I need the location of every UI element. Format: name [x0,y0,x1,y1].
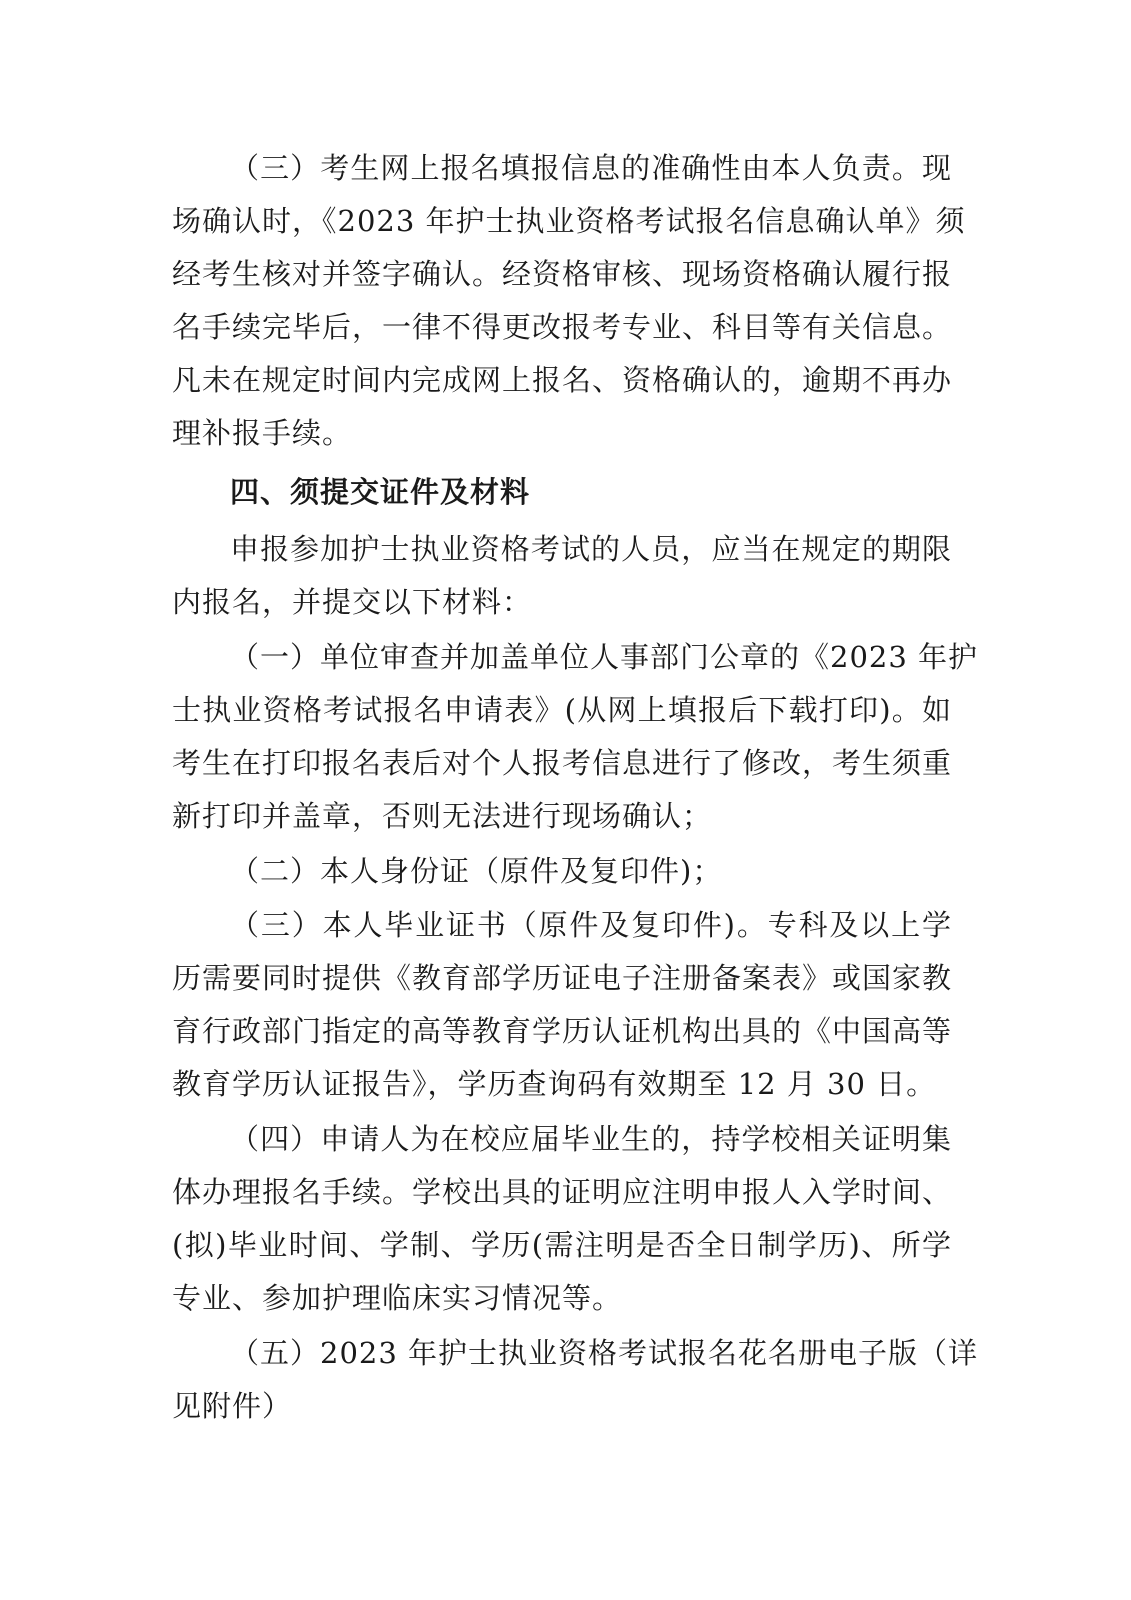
item-3-line-1: （三）本人毕业证书（原件及复印件)。专科及以上学 [230,908,952,942]
paragraph-3-line-1: （三）考生网上报名填报信息的准确性由本人负责。现 [230,151,952,185]
item-1-line-3: 考生在打印报名表后对个人报考信息进行了修改，考生须重 [172,746,953,780]
item-2-line-1: （二）本人身份证（原件及复印件)； [230,854,723,888]
item-3-line-2: 历需要同时提供《教育部学历证电子注册备案表》或国家教 [172,961,953,995]
item-1-line-4: 新打印并盖章，否则无法进行现场确认； [172,799,713,833]
item-4-line-1: （四）申请人为在校应届毕业生的，持学校相关证明集 [230,1122,952,1156]
intro-line-1: 申报参加护士执业资格考试的人员，应当在规定的期限 [230,532,952,566]
item-3-line-4: 教育学历认证报告》，学历查询码有效期至 12 月 30 日。 [172,1067,937,1101]
paragraph-3-line-6: 理补报手续。 [172,416,353,450]
item-5-line-2: 见附件） [172,1389,293,1423]
item-3-line-3: 育行政部门指定的高等教育学历认证机构出具的《中国高等 [172,1014,953,1048]
item-1-line-1: （一）单位审查并加盖单位人事部门公章的《2023 年护 [230,640,979,674]
paragraph-3-line-4: 名手续完毕后，一律不得更改报考专业、科目等有关信息。 [172,310,953,344]
item-4-line-2: 体办理报名手续。学校出具的证明应注明申报人入学时间、 [172,1175,953,1209]
item-5-line-1: （五）2023 年护士执业资格考试报名花名册电子版（详 [230,1336,979,1370]
item-4-line-4: 专业、参加护理临床实习情况等。 [172,1281,623,1315]
paragraph-3-line-5: 凡未在规定时间内完成网上报名、资格确认的，逾期不再办 [172,363,953,397]
section-heading: 四、须提交证件及材料 [230,475,531,509]
item-1-line-2: 士执业资格考试报名申请表》(从网上填报后下载打印)。如 [172,693,952,727]
paragraph-3-line-3: 经考生核对并签字确认。经资格审核、现场资格确认履行报 [172,257,953,291]
item-4-line-3: (拟)毕业时间、学制、学历(需注明是否全日制学历)、所学 [172,1228,952,1262]
paragraph-3-line-2: 场确认时，《2023 年护士执业资格考试报名信息确认单》须 [172,204,966,238]
intro-line-2: 内报名，并提交以下材料： [172,585,533,619]
